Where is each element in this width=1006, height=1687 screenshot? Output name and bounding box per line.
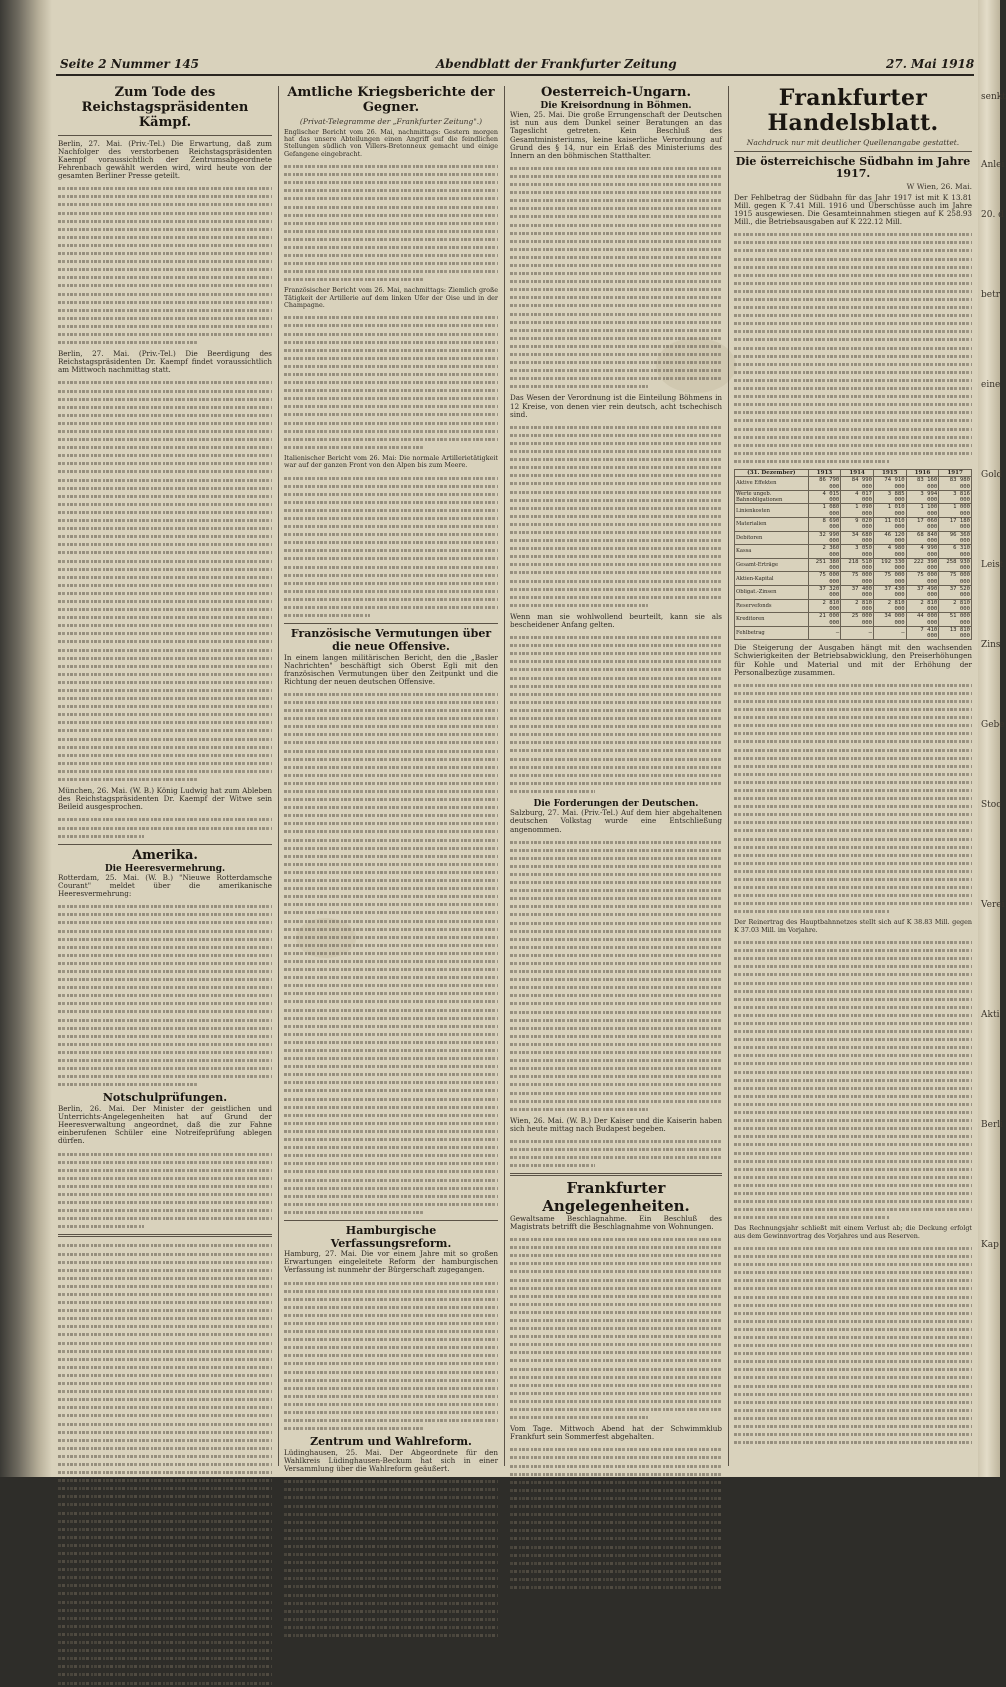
- table-cell: 83 980 000: [939, 477, 972, 491]
- table-cell: 2 360 000: [808, 545, 841, 559]
- table-cell: 46 120 000: [873, 531, 906, 545]
- article-paragraph: Vom Tage. Mittwoch Abend hat der Schwimmklub Frankfurt sein Sommerfest abgehalten.: [510, 1424, 722, 1442]
- table-cell: 96 360 000: [939, 531, 972, 545]
- headline-offensive: Französische Vermutungen über die neue Offensive.: [290, 627, 492, 653]
- article-paragraph: In einem langen militärischen Bericht, den die „Basler Nachrichten" beschäftigt sich Oberst Egli mit den französischen Vermutungen über den Zeitpunkt und die Richtung der neuen deutschen Offensive.: [284, 652, 498, 686]
- text-block: [58, 184, 272, 346]
- table-row: [735, 504, 972, 518]
- table-cell: 74 910 000: [873, 477, 906, 491]
- table-cell: 37 490 000: [906, 586, 939, 600]
- edge-fragment: Kap: [981, 1240, 999, 1250]
- table-cell: 192 330 000: [873, 558, 906, 572]
- edge-fragment: Gold: [981, 470, 1003, 480]
- table-cell: 86 790 000: [808, 477, 841, 491]
- table-cell: 218 510 000: [841, 558, 874, 572]
- table-row: [735, 545, 972, 559]
- edge-fragment: Leist: [981, 560, 1004, 570]
- headline-kaempf: Zum Tode des Reichstagspräsidenten Kämpf.: [81, 85, 249, 130]
- table-cell: 3 994 000: [906, 490, 939, 504]
- edge-fragment: senkt: [981, 92, 1006, 102]
- table-cell: 1 090 000: [841, 504, 874, 518]
- row-label: Materialien: [735, 518, 809, 532]
- table-cell: 75 000 000: [873, 572, 906, 586]
- table-cell: 4 990 000: [906, 545, 939, 559]
- table-cell: 3 885 000: [873, 490, 906, 504]
- table-cell: 4 017 000: [841, 490, 874, 504]
- table-cell: 37 520 000: [939, 586, 972, 600]
- headline-oesterreich: Oesterreich-Ungarn.: [541, 85, 691, 100]
- column-header: 1913: [808, 469, 841, 476]
- paper-name: Abendblatt der Frankfurter Zeitung: [436, 57, 677, 71]
- column-header: 1917: [939, 469, 972, 476]
- table-cell: 37 320 000: [808, 586, 841, 600]
- article-paragraph: Wenn man sie wohlwollend beurteilt, kann sie als bescheidener Anfang gelten.: [510, 611, 722, 629]
- table-row: [735, 531, 972, 545]
- table-cell: 34 000 000: [873, 613, 906, 627]
- table-cell: 34 680 000: [841, 531, 874, 545]
- table-cell: 4 015 000: [808, 490, 841, 504]
- table-row: [735, 518, 972, 532]
- row-label: Fehlbetrag: [735, 626, 809, 640]
- table-row: [735, 572, 972, 586]
- table-row: [735, 599, 972, 613]
- article-paragraph: Das Rechnungsjahr schließt mit einem Verlust ab; die Deckung erfolgt aus dem Gewinnvortrag des Vorjahres und aus Reserven.: [734, 1224, 972, 1240]
- table-cell: 32 990 000: [808, 531, 841, 545]
- subheading: Die Kreisordnung in Böhmen.: [540, 100, 692, 111]
- column-header: 1916: [906, 469, 939, 476]
- table-cell: 3 050 000: [841, 545, 874, 559]
- edge-fragment: 20. d: [981, 210, 1004, 220]
- table-cell: 75 000 000: [906, 572, 939, 586]
- edge-fragment: Akti: [981, 1010, 1000, 1020]
- table-cell: 6 310 000: [939, 545, 972, 559]
- headline-suedbahn: Die österreichische Südbahn im Jahre 1917.: [735, 154, 971, 181]
- table-cell: 44 000 000: [906, 613, 939, 627]
- article-paragraph: Italienischer Bericht vom 26. Mai: Die normale Artillerietätigkeit war auf der ganzen Front von den Alpen bis zum Meere.: [284, 453, 498, 470]
- row-label: Kreditoren: [735, 613, 809, 627]
- edge-fragment: Stoc: [981, 800, 1002, 810]
- article-paragraph: Englischer Bericht vom 26. Mai, nachmittags: Gestern morgen hat das unsere Abteilungen einen Angriff auf die feindlichen Stellungen südlich von Villers-Bretonneux gemacht und einige Gefangene eingebracht.: [284, 127, 498, 158]
- row-label: Werte ungeb. Bahnobligationen: [735, 490, 809, 504]
- table-cell: 83 160 000: [906, 477, 939, 491]
- edge-fragment: eine: [981, 380, 1001, 390]
- row-label: Debitoren: [735, 531, 809, 545]
- page-masthead: [56, 56, 974, 76]
- column-3: [510, 86, 722, 1466]
- table-cell: 3 816 000: [939, 490, 972, 504]
- table-cell: 2 810 000: [906, 599, 939, 613]
- table-row: [735, 586, 972, 600]
- article-paragraph: Der Reinertrag des Hauptbahnnetzes stellt sich auf K 38.83 Mill. gegen K 37.03 Mill. im Vorjahre.: [734, 918, 972, 934]
- table-cell: 4 980 000: [873, 545, 906, 559]
- table-cell: 2 810 000: [873, 599, 906, 613]
- table-row: [735, 626, 972, 640]
- table-cell: —: [873, 626, 906, 640]
- row-label: Reservefonds: [735, 599, 809, 613]
- headline-frankfurter-angelegenheiten: Frankfurter Angelegenheiten.: [542, 1179, 690, 1215]
- edge-fragment: Gebe: [981, 720, 1005, 730]
- column-4: [734, 86, 972, 1466]
- article-paragraph: Das Wesen der Verordnung ist die Einteilung Böhmens in 12 Kreise, von denen vier rein deutsch, acht tschechisch sind.: [510, 393, 722, 419]
- article-paragraph: Französischer Bericht vom 26. Mai, nachmittags: Ziemlich große Tätigkeit der Artillerie auf dem linken Ufer der Oise und in der Champagne.: [284, 286, 498, 310]
- column-header: 1914: [841, 469, 874, 476]
- section-title-handelsblatt: Frankfurter Handelsblatt.: [767, 85, 939, 137]
- table-row: [735, 613, 972, 627]
- row-label: Obligat.-Zinsen: [735, 586, 809, 600]
- row-label: Linienkosten: [735, 504, 809, 518]
- column-header: 1915: [873, 469, 906, 476]
- article-paragraph: Rotterdam, 25. Mai. (W. B.) "Nieuwe Rotterdamsche Courant" meldet über die amerikanische Heeresvermehrung:: [58, 872, 272, 899]
- table-cell: 68 840 000: [906, 531, 939, 545]
- table-cell: 222 390 000: [906, 558, 939, 572]
- article-paragraph: Lüdinghausen, 25. Mai. Der Abgeordnete für den Wahlkreis Lüdinghausen-Beckum hat sich in einer Versammlung über die Wahlreform geäußert.: [284, 1447, 498, 1474]
- article-paragraph: Der Fehlbetrag der Südbahn für das Jahr 1917 ist mit K 13.81 Mill. gegen K 7.41 Mill. 1916 und Überschüsse auch im Jahre 1915 ausgewiesen. Die Gesamteinnahmen stiegen auf K 258.93 Mill., die Betriebsausgaben auf K 222.12 Mill.: [734, 192, 972, 227]
- article-paragraph: Salzburg, 27. Mai. (Priv.-Tel.) Auf dem hier abgehaltenen deutschen Volkstag wurde eine Entschließung angenommen.: [510, 808, 722, 834]
- edge-fragment: Berli: [981, 1120, 1003, 1130]
- table-row: [735, 477, 972, 491]
- table-cell: 1 080 000: [808, 504, 841, 518]
- table-row: [735, 558, 972, 572]
- text-block: [58, 378, 272, 783]
- table-cell: —: [808, 626, 841, 640]
- table-cell: 17 060 000: [906, 518, 939, 532]
- page-number: Seite 2 Nummer 145: [60, 57, 200, 71]
- edge-fragment: Anlei: [981, 160, 1005, 170]
- binding-shadow: [0, 0, 52, 1477]
- table-cell: 8 690 000: [808, 518, 841, 532]
- edge-fragment: Zins: [981, 640, 1001, 650]
- column-1: [58, 86, 272, 1466]
- article-paragraph: Hamburg, 27. Mai. Die vor einem Jahre mit so großen Erwartungen eingeleitete Reform der hamburgischen Verfassung ist nunmehr der Bürgerschaft zugegangen.: [284, 1249, 498, 1275]
- article-paragraph: München, 26. Mai. (W. B.) König Ludwig hat zum Ableben des Reichstagspräsidenten Dr. Kaempf der Witwe sein Beileid ausgesprochen.: [58, 786, 272, 812]
- table-cell: 37 430 000: [873, 586, 906, 600]
- table-cell: 2 810 000: [808, 599, 841, 613]
- newspaper-sheet: [56, 38, 975, 1474]
- edge-fragment: betr: [981, 290, 1001, 300]
- article-paragraph: Berlin, 27. Mai. (Priv.-Tel.) Die Erwartung, daß zum Nachfolger des verstorbenen Reichstagspräsidenten Kaempf voraussichtlich der Zentrumsabgeordnete Fehrenbach gewählt werden wird, wird heute von der gesamten Berliner Presse geteilt.: [58, 138, 272, 181]
- table-header-row: [735, 469, 972, 476]
- table-cell: 7 410 000: [906, 626, 939, 640]
- table-cell: 1 000 000: [939, 504, 972, 518]
- headline-kriegsberichte: Amtliche Kriegsberichte der Gegner.: [287, 85, 495, 115]
- section-heading-notschul: Notschulprüfungen.: [102, 1091, 228, 1105]
- row-label: Aktien-Kapital: [735, 572, 809, 586]
- table-cell: 75 000 000: [808, 572, 841, 586]
- headline-zentrum: Zentrum und Wahlreform.: [310, 1435, 472, 1449]
- table-cell: —: [841, 626, 874, 640]
- table-cell: 21 000 000: [808, 613, 841, 627]
- table-cell: 2 810 000: [841, 599, 874, 613]
- table-cell: 37 400 000: [841, 586, 874, 600]
- next-page-edge: [978, 0, 1006, 1477]
- column-header: (31. Dezember): [735, 469, 809, 476]
- edge-fragment: Verei: [981, 900, 1005, 910]
- table-cell: 9 020 000: [841, 518, 874, 532]
- table-cell: 25 000 000: [841, 613, 874, 627]
- table-cell: 1 010 000: [873, 504, 906, 518]
- table-cell: 84 990 000: [841, 477, 874, 491]
- dateline: W Wien, 26. Mai.: [906, 181, 972, 191]
- article-paragraph: Die Steigerung der Ausgaben hängt mit den wachsenden Schwierigkeiten der Betriebsabwicklung, den Preiserhöhungen für Kohle und Material und mit der Erhöhung der Personalbezüge zusammen.: [734, 643, 972, 677]
- headline-hamburg: Hamburgische Verfassungsreform.: [330, 1223, 452, 1250]
- subheading: Die Forderungen der Deutschen.: [533, 798, 699, 809]
- issue-date: 27. Mai 1918: [886, 57, 975, 71]
- table-cell: 251 380 000: [808, 558, 841, 572]
- table-cell: 11 010 000: [873, 518, 906, 532]
- table-cell: 75 000 000: [939, 572, 972, 586]
- balance-table: [734, 469, 972, 640]
- column-2: [284, 85, 498, 1474]
- table-cell: 2 810 000: [939, 599, 972, 613]
- article-paragraph: Wien, 26. Mai. (W. B.) Der Kaiser und die Kaiserin haben sich heute mittag nach Budapest begeben.: [510, 1115, 722, 1133]
- table-cell: 258 930 000: [939, 558, 972, 572]
- table-row: [735, 490, 972, 504]
- reprint-note: Nachdruck nur mit deutlicher Quellenangabe gestattet.: [746, 137, 960, 147]
- table-cell: 17 180 000: [939, 518, 972, 532]
- article-paragraph: Berlin, 27. Mai. (Priv.-Tel.) Die Beerdigung des Reichstagspräsidenten Dr. Kaempf findet voraussichtlich am Mittwoch nachmittag statt.: [58, 349, 272, 375]
- section-heading-amerika: Amerika.: [132, 847, 198, 863]
- table-cell: 51 000 000: [939, 613, 972, 627]
- subheading: Die Heeresvermehrung.: [104, 863, 226, 874]
- row-label: Gesamt-Erträge: [735, 558, 809, 572]
- row-label: Aktive Effekten: [735, 477, 809, 491]
- article-paragraph: Berlin, 26. Mai. Der Minister der geistlichen und Unterrichts-Angelegenheiten hat auf Grund der Heeresverwaltung angeordnet, daß die zur Fahne einberufenen Schüler eine Notreifeprüfung ablegen dürfen.: [58, 1104, 272, 1146]
- table-cell: 1 100 000: [906, 504, 939, 518]
- row-label: Kassa: [735, 545, 809, 559]
- table-cell: 13 810 000: [939, 626, 972, 640]
- article-paragraph: Gewaltsame Beschlagnahme. Ein Beschluß des Magistrats betrifft die Beschlagnahme von Wohnungen.: [510, 1213, 722, 1231]
- byline: (Privat-Telegramme der „Frankfurter Zeitung".): [299, 116, 483, 126]
- table-cell: 75 000 000: [841, 572, 874, 586]
- article-paragraph: Wien, 25. Mai. Die große Errungenschaft der Deutschen ist nun aus dem Dunkel seiner Beratungen an das Tageslicht getreten. Kein Beschluß des Gesamtministeriums, keine kaiserliche Verordnung auf Grund des § 14, nur ein Erlaß des Ministeriums des Innern an den böhmischen Statthalter.: [510, 110, 722, 160]
